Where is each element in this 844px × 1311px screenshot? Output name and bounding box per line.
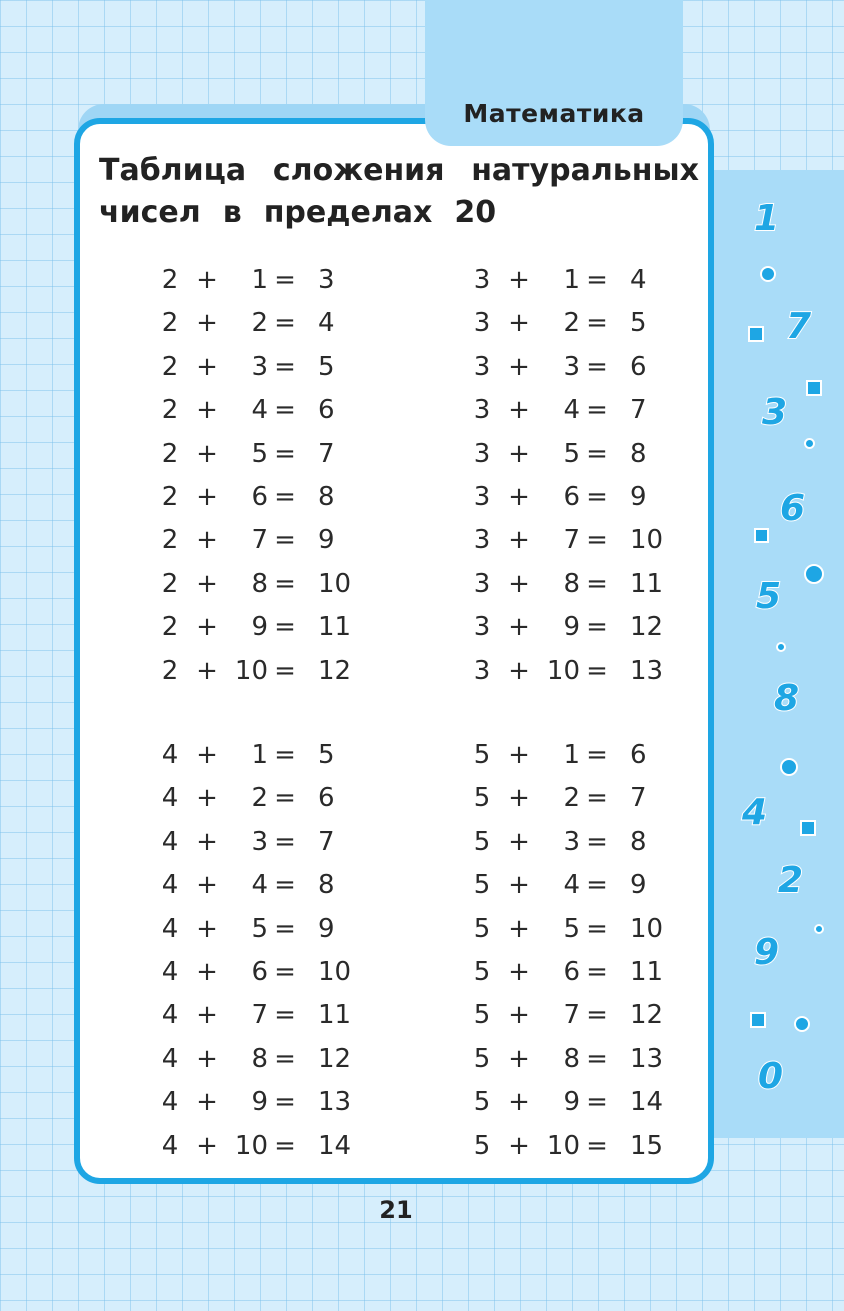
sum-result: 11 (318, 612, 352, 643)
plus-sign: + (508, 740, 530, 770)
addend-b: 10 (546, 655, 580, 686)
equals-sign: = (586, 568, 608, 599)
title-word: Таблица (99, 153, 247, 188)
equals-sign: = (274, 308, 296, 339)
equation-row (472, 908, 732, 951)
sum-result: 13 (318, 1087, 352, 1118)
equals-sign: = (274, 438, 296, 469)
addend-a: 5 (473, 913, 491, 944)
addend-a: 3 (473, 655, 491, 686)
addend-a: 3 (473, 351, 491, 382)
addend-b: 6 (251, 956, 268, 987)
addend-a: 3 (473, 481, 491, 512)
equation-row (472, 821, 732, 864)
sum-result: 5 (318, 351, 335, 382)
decor-dot (804, 564, 824, 584)
sum-result: 14 (630, 1087, 664, 1118)
equals-sign: = (586, 783, 608, 814)
sum-result: 8 (630, 438, 647, 469)
decor-digit: 3 (762, 392, 788, 433)
equals-sign: = (586, 1087, 608, 1118)
decor-digit: 4 (742, 792, 768, 833)
sum-result: 5 (630, 308, 647, 339)
equals-sign: = (274, 1043, 296, 1074)
addend-b: 7 (251, 525, 268, 556)
equation-row (160, 476, 420, 519)
subject-label: Математика (463, 98, 645, 128)
plus-sign: + (196, 826, 218, 857)
sum-result: 6 (630, 351, 647, 382)
equation-row (160, 606, 420, 649)
title-word: в (222, 195, 242, 230)
addend-a: 4 (161, 1043, 179, 1074)
plus-sign: + (508, 265, 530, 295)
equals-sign: = (274, 783, 296, 814)
equation-row (472, 1081, 732, 1124)
addend-b: 8 (563, 568, 580, 599)
addend-b: 2 (563, 308, 580, 339)
decor-digit: 0 (758, 1056, 784, 1097)
equation-row (472, 951, 732, 994)
equation-row (472, 650, 732, 693)
addend-b: 6 (563, 481, 580, 512)
addend-a: 2 (161, 265, 179, 295)
equation-row (472, 1125, 732, 1168)
equation-row (472, 777, 732, 820)
addend-b: 6 (563, 956, 580, 987)
addend-b: 10 (234, 655, 268, 686)
sum-result: 12 (318, 655, 352, 686)
equals-sign: = (586, 826, 608, 857)
equation-row (160, 1081, 420, 1124)
decor-digit: 9 (754, 932, 780, 973)
addend-b: 8 (251, 1043, 268, 1074)
plus-sign: + (196, 1087, 218, 1118)
plus-sign: + (196, 351, 218, 382)
equals-sign: = (274, 395, 296, 426)
sum-result: 8 (630, 826, 647, 857)
equals-sign: = (586, 655, 608, 686)
addition-table-2 (160, 259, 420, 693)
plus-sign: + (196, 740, 218, 770)
addend-b: 5 (251, 438, 268, 469)
plus-sign: + (508, 1130, 530, 1161)
equation-row (160, 302, 420, 345)
equation-row (160, 433, 420, 476)
equation-row (160, 389, 420, 432)
sum-result: 7 (630, 783, 647, 814)
sum-result: 4 (630, 265, 647, 295)
sum-result: 9 (630, 870, 647, 901)
decor-digit: 8 (774, 678, 800, 719)
addend-b: 7 (251, 1000, 268, 1031)
title-word: 20 (454, 195, 497, 230)
addend-b: 3 (563, 826, 580, 857)
equation-row (160, 864, 420, 907)
addend-b: 5 (563, 913, 580, 944)
equals-sign: = (586, 265, 608, 295)
addend-a: 2 (161, 655, 179, 686)
equation-row (160, 1038, 420, 1081)
plus-sign: + (196, 783, 218, 814)
plus-sign: + (508, 525, 530, 556)
sum-result: 10 (630, 913, 664, 944)
decor-dot (780, 758, 798, 776)
addend-a: 4 (161, 956, 179, 987)
equals-sign: = (274, 351, 296, 382)
addend-a: 2 (161, 525, 179, 556)
equals-sign: = (586, 870, 608, 901)
plus-sign: + (196, 525, 218, 556)
equals-sign: = (586, 913, 608, 944)
equals-sign: = (586, 525, 608, 556)
decor-square (800, 820, 816, 836)
page-title (99, 150, 699, 234)
equation-row (472, 476, 732, 519)
addend-a: 5 (473, 1043, 491, 1074)
addend-a: 3 (473, 265, 491, 295)
addition-table-5 (472, 734, 732, 1168)
plus-sign: + (508, 438, 530, 469)
addend-a: 2 (161, 438, 179, 469)
sum-result: 12 (318, 1043, 352, 1074)
equation-row (472, 389, 732, 432)
addend-b: 4 (563, 395, 580, 426)
plus-sign: + (196, 481, 218, 512)
equation-row (472, 734, 732, 777)
equation-row (160, 821, 420, 864)
decor-dot (814, 924, 824, 934)
decor-digit: 1 (754, 198, 780, 239)
equals-sign: = (586, 1000, 608, 1031)
addend-a: 3 (473, 308, 491, 339)
equals-sign: = (586, 481, 608, 512)
decor-square (754, 528, 769, 543)
equals-sign: = (274, 1000, 296, 1031)
addend-b: 10 (546, 1130, 580, 1161)
plus-sign: + (508, 1043, 530, 1074)
plus-sign: + (196, 395, 218, 426)
equation-row (472, 994, 732, 1037)
decor-dot (760, 266, 776, 282)
title-line-2 (99, 192, 699, 234)
decor-dot (794, 1016, 810, 1032)
sum-result: 13 (630, 655, 664, 686)
equation-row (472, 259, 732, 302)
equals-sign: = (586, 1130, 608, 1161)
addend-b: 1 (251, 740, 268, 770)
decor-digit: 5 (756, 576, 782, 617)
decor-dot (804, 438, 815, 449)
addend-b: 2 (251, 783, 268, 814)
equals-sign: = (586, 395, 608, 426)
addend-b: 1 (563, 740, 580, 770)
decor-square (748, 326, 764, 342)
sum-result: 10 (630, 525, 664, 556)
equation-row (472, 433, 732, 476)
addend-b: 5 (251, 913, 268, 944)
addend-a: 2 (161, 481, 179, 512)
addend-b: 2 (251, 308, 268, 339)
addend-a: 4 (161, 1087, 179, 1118)
addend-b: 4 (563, 870, 580, 901)
equals-sign: = (586, 438, 608, 469)
sum-result: 7 (630, 395, 647, 426)
equals-sign: = (274, 568, 296, 599)
equals-sign: = (586, 612, 608, 643)
plus-sign: + (196, 1043, 218, 1074)
equation-row (160, 951, 420, 994)
title-word: сложения (272, 153, 445, 188)
sum-result: 8 (318, 481, 335, 512)
equation-row (472, 346, 732, 389)
sum-result: 11 (630, 956, 664, 987)
plus-sign: + (508, 612, 530, 643)
title-word: натуральных (471, 153, 699, 188)
addend-a: 4 (161, 870, 179, 901)
sum-result: 9 (318, 913, 335, 944)
equation-row (160, 346, 420, 389)
equation-row (160, 650, 420, 693)
plus-sign: + (196, 612, 218, 643)
plus-sign: + (508, 1000, 530, 1031)
addend-a: 3 (473, 525, 491, 556)
equals-sign: = (274, 265, 296, 295)
addend-b: 2 (563, 783, 580, 814)
sum-result: 4 (318, 308, 335, 339)
sum-result: 6 (318, 783, 335, 814)
plus-sign: + (508, 870, 530, 901)
plus-sign: + (196, 956, 218, 987)
addend-a: 4 (161, 826, 179, 857)
plus-sign: + (508, 351, 530, 382)
equation-row (160, 777, 420, 820)
sum-result: 13 (630, 1043, 664, 1074)
addend-a: 4 (161, 740, 179, 770)
addend-a: 3 (473, 612, 491, 643)
addend-a: 3 (473, 395, 491, 426)
addend-b: 3 (251, 826, 268, 857)
equation-row (472, 519, 732, 562)
addend-a: 2 (161, 568, 179, 599)
title-word: пределах (263, 195, 433, 230)
sum-result: 5 (318, 740, 335, 770)
decor-side-strip (714, 170, 844, 1138)
addend-b: 4 (251, 395, 268, 426)
addend-a: 3 (473, 438, 491, 469)
sum-result: 12 (630, 612, 664, 643)
decor-digit: 7 (786, 306, 812, 347)
addend-b: 1 (563, 265, 580, 295)
equals-sign: = (274, 481, 296, 512)
equation-row (160, 994, 420, 1037)
decor-square (806, 380, 822, 396)
addend-a: 4 (161, 1130, 179, 1161)
addend-b: 1 (251, 265, 268, 295)
addend-b: 5 (563, 438, 580, 469)
decor-square (750, 1012, 766, 1028)
equals-sign: = (586, 308, 608, 339)
equals-sign: = (274, 1130, 296, 1161)
equals-sign: = (274, 826, 296, 857)
addend-a: 2 (161, 351, 179, 382)
addend-a: 2 (161, 395, 179, 426)
plus-sign: + (508, 481, 530, 512)
addend-b: 7 (563, 525, 580, 556)
sum-result: 8 (318, 870, 335, 901)
equation-row (160, 519, 420, 562)
plus-sign: + (196, 1130, 218, 1161)
addend-b: 3 (563, 351, 580, 382)
addend-b: 6 (251, 481, 268, 512)
plus-sign: + (196, 655, 218, 686)
addition-table-4 (160, 734, 420, 1168)
addend-b: 8 (563, 1043, 580, 1074)
equals-sign: = (274, 740, 296, 770)
addend-a: 5 (473, 870, 491, 901)
addend-a: 5 (473, 740, 491, 770)
plus-sign: + (196, 265, 218, 295)
addend-a: 5 (473, 1087, 491, 1118)
plus-sign: + (508, 308, 530, 339)
equation-row (472, 606, 732, 649)
sum-result: 9 (318, 525, 335, 556)
equation-row (160, 734, 420, 777)
sum-result: 6 (318, 395, 335, 426)
sum-result: 11 (630, 568, 664, 599)
addend-b: 9 (251, 612, 268, 643)
sum-result: 3 (318, 265, 335, 295)
sum-result: 12 (630, 1000, 664, 1031)
addend-a: 4 (161, 1000, 179, 1031)
equals-sign: = (586, 1043, 608, 1074)
decor-digit: 6 (780, 488, 806, 529)
addend-a: 5 (473, 956, 491, 987)
equation-row (472, 1038, 732, 1081)
addend-a: 2 (161, 308, 179, 339)
sum-result: 10 (318, 956, 352, 987)
title-line-1 (99, 150, 699, 192)
equals-sign: = (274, 525, 296, 556)
sum-result: 14 (318, 1130, 352, 1161)
equals-sign: = (274, 956, 296, 987)
plus-sign: + (196, 438, 218, 469)
plus-sign: + (196, 308, 218, 339)
equals-sign: = (274, 655, 296, 686)
plus-sign: + (508, 568, 530, 599)
addend-a: 5 (473, 783, 491, 814)
plus-sign: + (508, 826, 530, 857)
plus-sign: + (508, 1087, 530, 1118)
title-word: чисел (99, 195, 201, 230)
sum-result: 7 (318, 826, 335, 857)
addend-b: 9 (251, 1087, 268, 1118)
equation-row (472, 302, 732, 345)
equals-sign: = (274, 870, 296, 901)
sum-result: 11 (318, 1000, 352, 1031)
addend-b: 8 (251, 568, 268, 599)
plus-sign: + (196, 913, 218, 944)
equation-row (160, 1125, 420, 1168)
decor-digit: 2 (778, 860, 804, 901)
addend-b: 9 (563, 612, 580, 643)
sum-result: 9 (630, 481, 647, 512)
plus-sign: + (508, 395, 530, 426)
equation-row (160, 563, 420, 606)
addend-b: 3 (251, 351, 268, 382)
addend-b: 4 (251, 870, 268, 901)
decor-dot (776, 642, 786, 652)
addend-a: 4 (161, 783, 179, 814)
addend-a: 4 (161, 913, 179, 944)
plus-sign: + (508, 655, 530, 686)
addend-a: 5 (473, 1130, 491, 1161)
equation-row (472, 563, 732, 606)
equation-row (472, 864, 732, 907)
plus-sign: + (508, 913, 530, 944)
plus-sign: + (196, 1000, 218, 1031)
plus-sign: + (196, 870, 218, 901)
addend-a: 2 (161, 612, 179, 643)
subject-tab (425, 80, 683, 146)
plus-sign: + (196, 568, 218, 599)
plus-sign: + (508, 783, 530, 814)
addition-table-3 (472, 259, 732, 693)
addend-a: 5 (473, 826, 491, 857)
equals-sign: = (586, 956, 608, 987)
equals-sign: = (274, 612, 296, 643)
equals-sign: = (274, 1087, 296, 1118)
equals-sign: = (586, 351, 608, 382)
addend-b: 7 (563, 1000, 580, 1031)
sum-result: 6 (630, 740, 647, 770)
sum-result: 10 (318, 568, 352, 599)
addend-a: 5 (473, 1000, 491, 1031)
plus-sign: + (508, 956, 530, 987)
addend-a: 3 (473, 568, 491, 599)
sum-result: 7 (318, 438, 335, 469)
addend-b: 9 (563, 1087, 580, 1118)
page-number: 21 (379, 1196, 413, 1224)
equals-sign: = (586, 740, 608, 770)
equation-row (160, 259, 420, 302)
sum-result: 15 (630, 1130, 664, 1161)
equation-row (160, 908, 420, 951)
addend-b: 10 (234, 1130, 268, 1161)
equals-sign: = (274, 913, 296, 944)
